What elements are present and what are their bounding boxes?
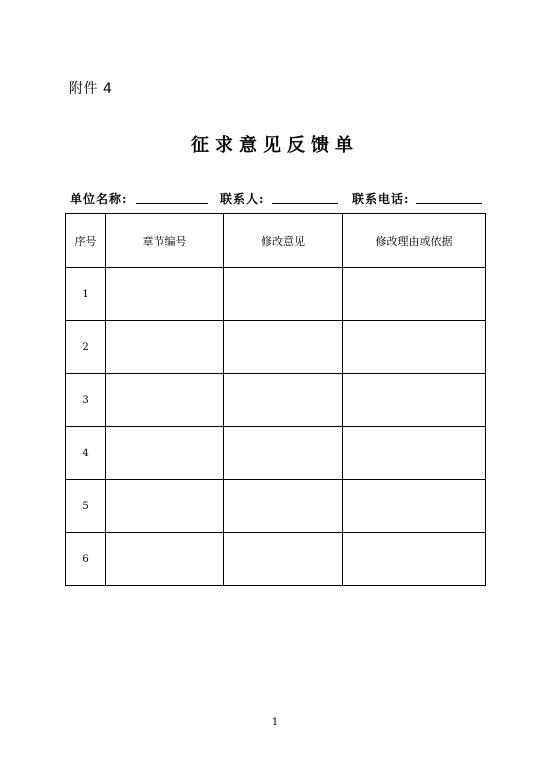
page-number: 1 bbox=[271, 717, 279, 728]
section-number-cell[interactable] bbox=[106, 268, 224, 321]
contact-person-field bbox=[220, 190, 264, 207]
revision-comment-cell[interactable] bbox=[224, 533, 343, 586]
section-number-cell[interactable] bbox=[106, 374, 224, 427]
row-serial-number: 1 bbox=[66, 268, 106, 321]
table-row bbox=[66, 268, 486, 321]
revision-comment-cell[interactable] bbox=[224, 374, 343, 427]
table-row bbox=[66, 533, 486, 586]
header-revision-comment: 修改意见 bbox=[224, 214, 343, 268]
row-serial-number: 3 bbox=[66, 374, 106, 427]
revision-reason-cell[interactable] bbox=[343, 480, 486, 533]
revision-comment-cell[interactable] bbox=[224, 268, 343, 321]
contact-person-label: 联系人: bbox=[220, 192, 265, 206]
feedback-table bbox=[65, 213, 486, 586]
section-number-cell[interactable] bbox=[106, 427, 224, 480]
table-row bbox=[66, 374, 486, 427]
table-row bbox=[66, 427, 486, 480]
revision-reason-cell[interactable] bbox=[343, 374, 486, 427]
header-serial-number: 序号 bbox=[66, 214, 106, 268]
section-number-cell[interactable] bbox=[106, 533, 224, 586]
row-serial-number: 6 bbox=[66, 533, 106, 586]
row-serial-number: 5 bbox=[66, 480, 106, 533]
contact-phone-label: 联系电话: bbox=[352, 192, 410, 206]
unit-name-field bbox=[70, 190, 127, 207]
contact-phone-blank-line bbox=[416, 203, 482, 204]
revision-reason-cell[interactable] bbox=[343, 268, 486, 321]
row-serial-number: 2 bbox=[66, 321, 106, 374]
revision-comment-cell[interactable] bbox=[224, 427, 343, 480]
revision-comment-cell[interactable] bbox=[224, 480, 343, 533]
contact-phone-field bbox=[352, 190, 409, 207]
header-section-number: 章节编号 bbox=[106, 214, 224, 268]
row-serial-number: 4 bbox=[66, 427, 106, 480]
document-title: 征求意见反馈单 bbox=[191, 135, 359, 156]
annex-label: 附件 4 bbox=[69, 81, 113, 97]
revision-reason-cell[interactable] bbox=[343, 321, 486, 374]
table-row bbox=[66, 480, 486, 533]
table-header-row bbox=[66, 214, 486, 268]
section-number-cell[interactable] bbox=[106, 321, 224, 374]
section-number-cell[interactable] bbox=[106, 480, 224, 533]
header-revision-reason: 修改理由或依据 bbox=[343, 214, 486, 268]
table-row bbox=[66, 321, 486, 374]
revision-reason-cell[interactable] bbox=[343, 427, 486, 480]
unit-name-blank-line bbox=[136, 203, 208, 204]
revision-comment-cell[interactable] bbox=[224, 321, 343, 374]
contact-person-blank-line bbox=[272, 203, 338, 204]
revision-reason-cell[interactable] bbox=[343, 533, 486, 586]
unit-name-label: 单位名称: bbox=[70, 192, 128, 206]
